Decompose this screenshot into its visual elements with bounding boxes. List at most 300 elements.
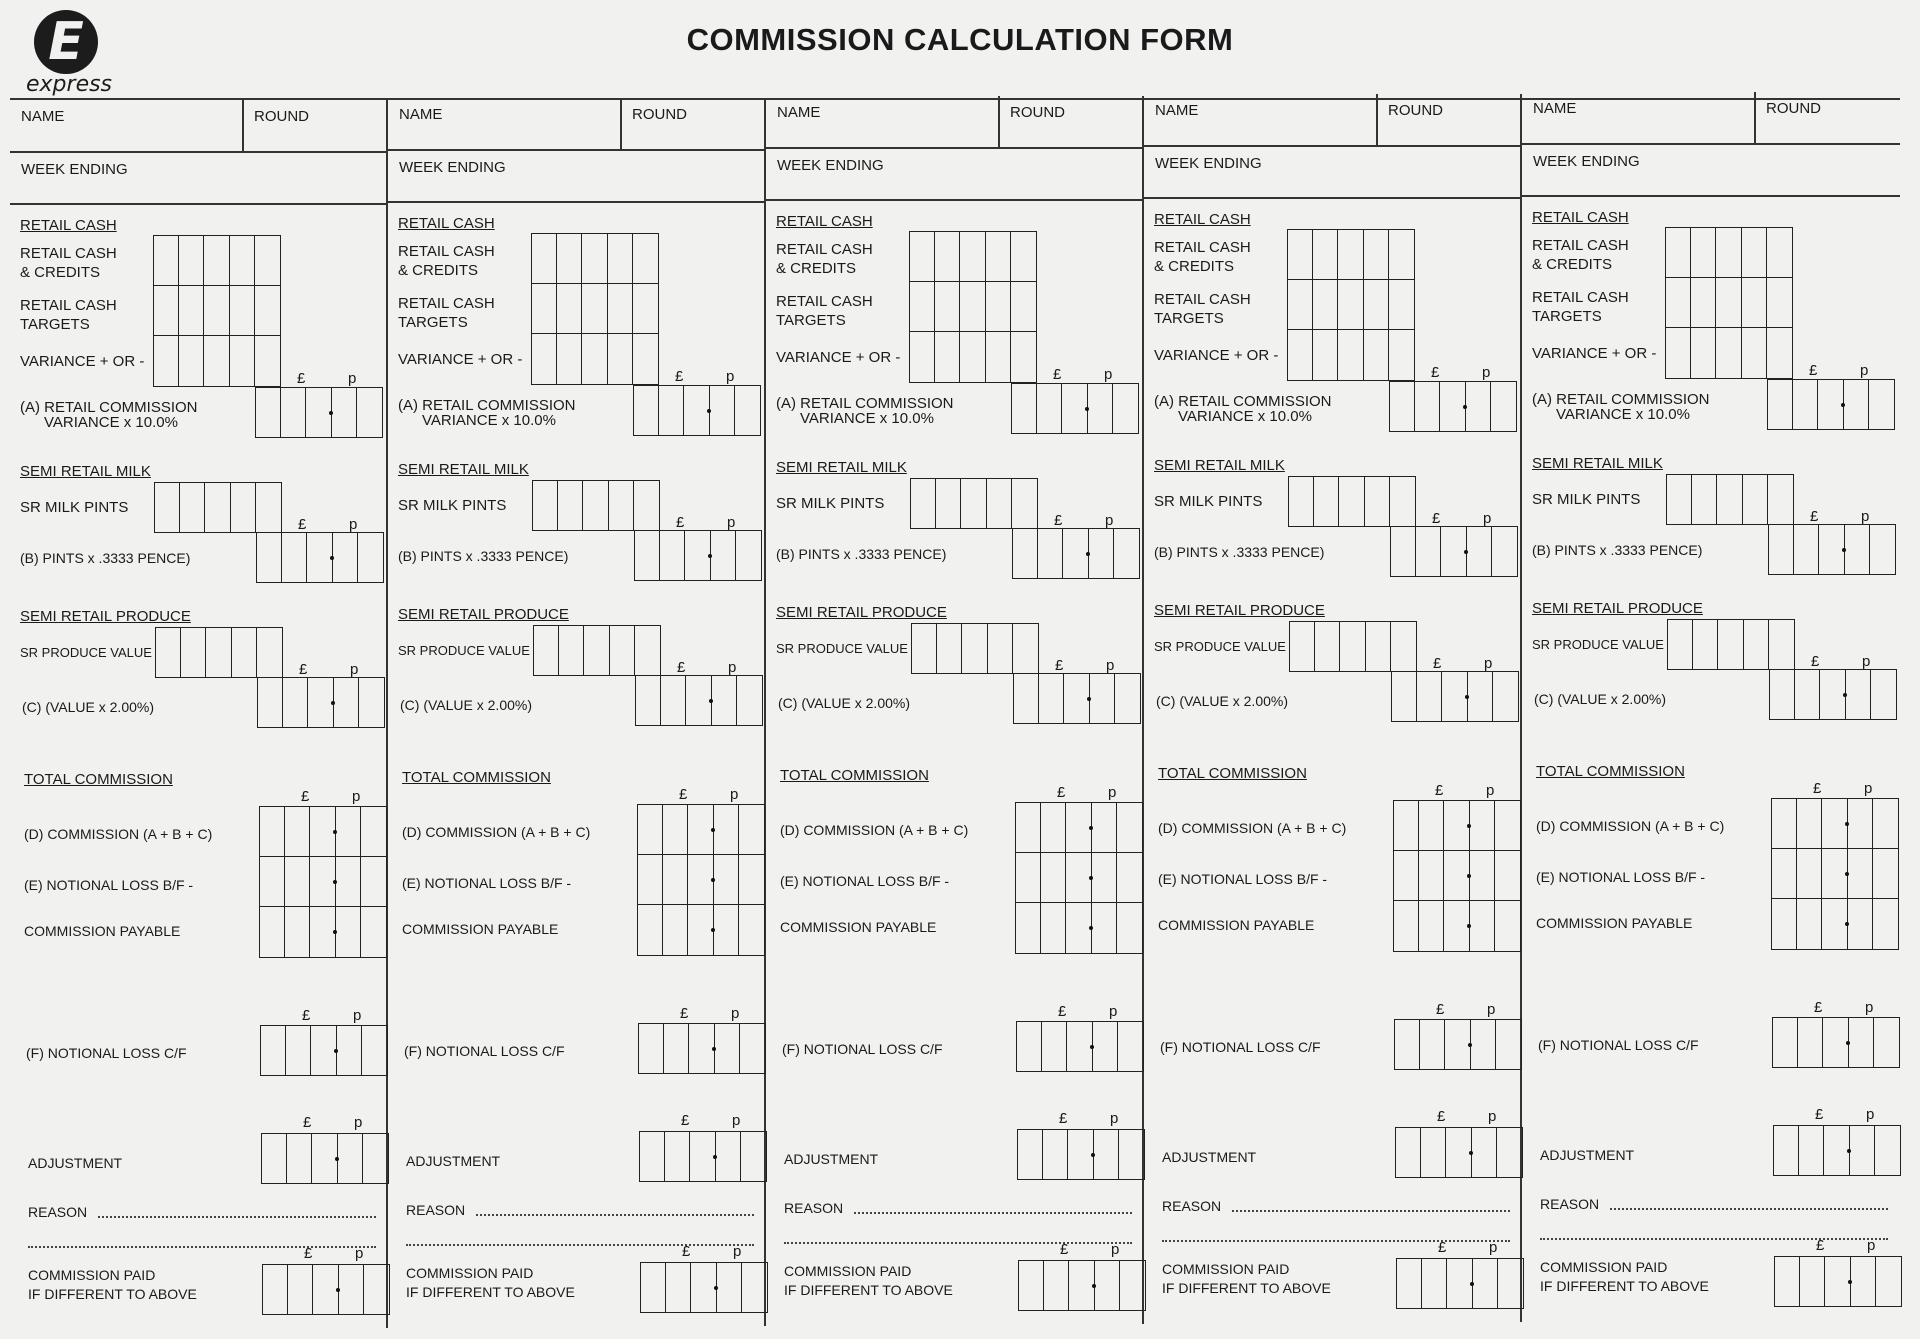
entry-box[interactable] [1846, 670, 1871, 719]
entry-box[interactable] [664, 1024, 689, 1073]
entry-box[interactable] [179, 236, 204, 286]
entry-box[interactable] [659, 386, 684, 435]
entry-box[interactable] [285, 857, 310, 907]
entry-box[interactable] [1016, 803, 1041, 853]
entry-box[interactable] [1011, 282, 1036, 332]
entry-box[interactable] [204, 236, 229, 286]
entry-box[interactable] [1113, 384, 1138, 433]
total-commission-boxes[interactable] [1771, 798, 1899, 950]
entry-box[interactable] [739, 905, 764, 955]
entry-box[interactable] [306, 388, 331, 437]
entry-box[interactable] [583, 481, 608, 530]
entry-box[interactable] [363, 1134, 388, 1183]
sr-milk-pints-boxes[interactable] [154, 482, 282, 533]
entry-box[interactable] [1666, 228, 1691, 278]
sr-produce-value-boxes[interactable] [1667, 619, 1795, 670]
entry-box[interactable] [986, 232, 1011, 282]
entry-box[interactable] [665, 1132, 690, 1181]
entry-box[interactable] [180, 483, 205, 532]
entry-box[interactable] [357, 388, 382, 437]
entry-box[interactable] [1117, 853, 1142, 903]
entry-box[interactable] [1421, 1128, 1446, 1177]
entry-box[interactable] [1117, 903, 1142, 953]
entry-box[interactable] [689, 1024, 714, 1073]
entry-box[interactable] [557, 284, 582, 334]
entry-box[interactable] [1397, 1259, 1422, 1308]
entry-box[interactable] [313, 1265, 338, 1314]
entry-box[interactable] [961, 479, 986, 528]
entry-box[interactable] [332, 388, 357, 437]
entry-box[interactable] [558, 481, 583, 530]
entry-box[interactable] [334, 678, 359, 727]
entry-box[interactable] [1873, 849, 1898, 899]
entry-box[interactable] [1496, 1020, 1521, 1069]
entry-box[interactable] [1041, 803, 1066, 853]
entry-box[interactable] [1798, 1018, 1823, 1067]
entry-box[interactable] [1492, 527, 1517, 576]
entry-box[interactable] [739, 805, 764, 855]
total-commission-boxes[interactable] [637, 804, 765, 956]
entry-box[interactable] [1417, 672, 1442, 721]
entry-box[interactable] [1288, 330, 1313, 380]
entry-box[interactable] [1394, 851, 1419, 901]
entry-box[interactable] [361, 907, 386, 957]
entry-box[interactable] [1062, 384, 1087, 433]
entry-box[interactable] [1016, 903, 1041, 953]
entry-box[interactable] [1288, 230, 1313, 280]
retail-cash-grid[interactable] [1287, 229, 1415, 381]
entry-box[interactable] [634, 386, 659, 435]
entry-box[interactable] [1017, 1022, 1042, 1071]
entry-box[interactable] [691, 1263, 716, 1312]
entry-box[interactable] [1692, 475, 1717, 524]
entry-box[interactable] [610, 626, 635, 675]
entry-box[interactable] [1491, 382, 1516, 431]
entry-box[interactable] [960, 232, 985, 282]
entry-box[interactable] [1396, 1128, 1421, 1177]
entry-box[interactable] [1718, 620, 1743, 669]
entry-box[interactable] [1066, 853, 1091, 903]
total-commission-boxes[interactable] [259, 806, 387, 958]
entry-box[interactable] [359, 678, 384, 727]
entry-box[interactable] [741, 1132, 766, 1181]
c-value-boxes[interactable] [1769, 669, 1897, 720]
entry-box[interactable] [962, 624, 987, 673]
entry-box[interactable] [1011, 232, 1036, 282]
entry-box[interactable] [582, 334, 607, 384]
entry-box[interactable] [1691, 278, 1716, 328]
entry-box[interactable] [1742, 228, 1767, 278]
a-commission-boxes[interactable] [1767, 379, 1895, 430]
commission-paid-boxes[interactable] [1018, 1260, 1146, 1311]
entry-box[interactable] [1039, 674, 1064, 723]
entry-box[interactable] [688, 855, 713, 905]
entry-box[interactable] [1012, 479, 1037, 528]
entry-box[interactable] [986, 332, 1011, 382]
entry-box[interactable] [1818, 380, 1843, 429]
sr-produce-value-boxes[interactable] [533, 625, 661, 676]
entry-box[interactable] [1119, 1130, 1144, 1179]
entry-box[interactable] [910, 282, 935, 332]
entry-box[interactable] [1447, 1259, 1472, 1308]
entry-box[interactable] [533, 481, 558, 530]
entry-box[interactable] [1419, 851, 1444, 901]
b-pints-boxes[interactable] [1012, 528, 1140, 579]
entry-box[interactable] [1395, 1020, 1420, 1069]
reason-line-1[interactable] [854, 1212, 1132, 1214]
entry-box[interactable] [282, 533, 307, 582]
entry-box[interactable] [987, 479, 1012, 528]
entry-box[interactable] [1744, 620, 1769, 669]
entry-box[interactable] [1849, 1018, 1874, 1067]
entry-box[interactable] [1825, 1257, 1850, 1306]
entry-box[interactable] [1090, 674, 1115, 723]
entry-box[interactable] [735, 386, 760, 435]
entry-box[interactable] [937, 624, 962, 673]
entry-box[interactable] [1470, 851, 1495, 901]
entry-box[interactable] [532, 234, 557, 284]
adjustment-boxes[interactable] [1395, 1127, 1523, 1178]
entry-box[interactable] [1120, 1261, 1145, 1310]
commission-paid-boxes[interactable] [640, 1262, 768, 1313]
entry-box[interactable] [1389, 280, 1414, 330]
entry-box[interactable] [910, 232, 935, 282]
entry-box[interactable] [1315, 622, 1340, 671]
entry-box[interactable] [1290, 622, 1315, 671]
entry-box[interactable] [286, 1026, 311, 1075]
entry-box[interactable] [1467, 527, 1492, 576]
entry-box[interactable] [935, 332, 960, 382]
entry-box[interactable] [1869, 380, 1894, 429]
entry-box[interactable] [1800, 1257, 1825, 1306]
entry-box[interactable] [640, 1132, 665, 1181]
entry-box[interactable] [308, 678, 333, 727]
entry-box[interactable] [684, 386, 709, 435]
entry-box[interactable] [1440, 382, 1465, 431]
entry-box[interactable] [1820, 670, 1845, 719]
b-pints-boxes[interactable] [256, 532, 384, 583]
entry-box[interactable] [737, 676, 762, 725]
entry-box[interactable] [1068, 1130, 1093, 1179]
entry-box[interactable] [1338, 330, 1363, 380]
entry-box[interactable] [1041, 853, 1066, 903]
sr-milk-pints-boxes[interactable] [1666, 474, 1794, 525]
sr-produce-value-boxes[interactable] [155, 627, 283, 678]
entry-box[interactable] [312, 1134, 337, 1183]
entry-box[interactable] [690, 1132, 715, 1181]
entry-box[interactable] [736, 531, 761, 580]
entry-box[interactable] [633, 234, 658, 284]
entry-box[interactable] [1716, 328, 1741, 378]
entry-box[interactable] [1288, 280, 1313, 330]
entry-box[interactable] [285, 807, 310, 857]
entry-box[interactable] [1092, 803, 1117, 853]
entry-box[interactable] [635, 626, 660, 675]
entry-box[interactable] [1666, 278, 1691, 328]
entry-box[interactable] [1848, 899, 1873, 949]
entry-box[interactable] [663, 905, 688, 955]
reason-line-2[interactable] [784, 1242, 1132, 1244]
entry-box[interactable] [633, 334, 658, 384]
entry-box[interactable] [635, 531, 660, 580]
entry-box[interactable] [638, 855, 663, 905]
entry-box[interactable] [641, 1263, 666, 1312]
retail-cash-grid[interactable] [153, 235, 281, 387]
entry-box[interactable] [1797, 899, 1822, 949]
sr-milk-pints-boxes[interactable] [532, 480, 660, 531]
entry-box[interactable] [609, 481, 634, 530]
entry-box[interactable] [1415, 382, 1440, 431]
entry-box[interactable] [310, 907, 335, 957]
entry-box[interactable] [1041, 903, 1066, 953]
b-pints-boxes[interactable] [1768, 524, 1896, 575]
entry-box[interactable] [1772, 799, 1797, 849]
entry-box[interactable] [532, 334, 557, 384]
entry-box[interactable] [1793, 380, 1818, 429]
entry-box[interactable] [1390, 477, 1415, 526]
entry-box[interactable] [960, 282, 985, 332]
entry-box[interactable] [1012, 384, 1037, 433]
entry-box[interactable] [257, 628, 282, 677]
entry-box[interactable] [633, 284, 658, 334]
entry-box[interactable] [336, 807, 361, 857]
a-commission-boxes[interactable] [255, 387, 383, 438]
entry-box[interactable] [1419, 901, 1444, 951]
reason-line-1[interactable] [1610, 1208, 1888, 1210]
entry-box[interactable] [634, 481, 659, 530]
entry-box[interactable] [717, 1263, 742, 1312]
entry-box[interactable] [1769, 620, 1794, 669]
entry-box[interactable] [1063, 529, 1088, 578]
entry-box[interactable] [1819, 525, 1844, 574]
entry-box[interactable] [285, 907, 310, 957]
entry-box[interactable] [532, 284, 557, 334]
entry-box[interactable] [608, 284, 633, 334]
entry-box[interactable] [1390, 382, 1415, 431]
entry-box[interactable] [714, 805, 739, 855]
entry-box[interactable] [230, 236, 255, 286]
entry-box[interactable] [1313, 280, 1338, 330]
entry-box[interactable] [1844, 380, 1869, 429]
entry-box[interactable] [1495, 901, 1520, 951]
entry-box[interactable] [986, 282, 1011, 332]
entry-box[interactable] [1473, 1259, 1498, 1308]
entry-box[interactable] [1092, 853, 1117, 903]
entry-box[interactable] [686, 676, 711, 725]
entry-box[interactable] [660, 531, 685, 580]
entry-box[interactable] [1495, 851, 1520, 901]
entry-box[interactable] [1468, 672, 1493, 721]
entry-box[interactable] [1767, 278, 1792, 328]
entry-box[interactable] [1769, 525, 1794, 574]
entry-box[interactable] [1118, 1022, 1143, 1071]
entry-box[interactable] [1364, 280, 1389, 330]
entry-box[interactable] [255, 236, 280, 286]
entry-box[interactable] [230, 286, 255, 336]
entry-box[interactable] [935, 282, 960, 332]
entry-box[interactable] [1772, 849, 1797, 899]
reason-line-2[interactable] [406, 1244, 754, 1246]
entry-box[interactable] [1666, 328, 1691, 378]
entry-box[interactable] [1875, 1126, 1900, 1175]
entry-box[interactable] [260, 807, 285, 857]
entry-box[interactable] [288, 1265, 313, 1314]
entry-box[interactable] [1042, 1022, 1067, 1071]
entry-box[interactable] [1088, 384, 1113, 433]
f-notional-loss-boxes[interactable] [260, 1025, 388, 1076]
reason-line-2[interactable] [28, 1246, 376, 1248]
entry-box[interactable] [1037, 384, 1062, 433]
entry-box[interactable] [739, 855, 764, 905]
entry-box[interactable] [232, 628, 257, 677]
entry-box[interactable] [255, 286, 280, 336]
entry-box[interactable] [1066, 903, 1091, 953]
entry-box[interactable] [666, 1263, 691, 1312]
entry-box[interactable] [179, 336, 204, 386]
entry-box[interactable] [155, 483, 180, 532]
entry-box[interactable] [1822, 899, 1847, 949]
entry-box[interactable] [1495, 801, 1520, 851]
entry-box[interactable] [1419, 801, 1444, 851]
entry-box[interactable] [1768, 380, 1793, 429]
entry-box[interactable] [740, 1024, 765, 1073]
entry-box[interactable] [1693, 620, 1718, 669]
entry-box[interactable] [608, 334, 633, 384]
c-value-boxes[interactable] [635, 675, 763, 726]
entry-box[interactable] [1445, 1020, 1470, 1069]
commission-paid-boxes[interactable] [1774, 1256, 1902, 1307]
entry-box[interactable] [1389, 230, 1414, 280]
entry-box[interactable] [1497, 1128, 1522, 1177]
entry-box[interactable] [1767, 228, 1792, 278]
entry-box[interactable] [1797, 799, 1822, 849]
entry-box[interactable] [263, 1265, 288, 1314]
entry-box[interactable] [582, 234, 607, 284]
entry-box[interactable] [960, 332, 985, 382]
entry-box[interactable] [1797, 849, 1822, 899]
b-pints-boxes[interactable] [1390, 526, 1518, 577]
b-pints-boxes[interactable] [634, 530, 762, 581]
adjustment-boxes[interactable] [639, 1131, 767, 1182]
entry-box[interactable] [1845, 525, 1870, 574]
entry-box[interactable] [362, 1026, 387, 1075]
entry-box[interactable] [1848, 799, 1873, 849]
entry-box[interactable] [1013, 624, 1038, 673]
entry-box[interactable] [557, 334, 582, 384]
entry-box[interactable] [257, 533, 282, 582]
entry-box[interactable] [1444, 801, 1469, 851]
adjustment-boxes[interactable] [1017, 1129, 1145, 1180]
entry-box[interactable] [262, 1134, 287, 1183]
entry-box[interactable] [1011, 332, 1036, 382]
entry-box[interactable] [716, 1132, 741, 1181]
entry-box[interactable] [688, 905, 713, 955]
entry-box[interactable] [1392, 672, 1417, 721]
entry-box[interactable] [230, 336, 255, 386]
entry-box[interactable] [231, 483, 256, 532]
entry-box[interactable] [1442, 672, 1467, 721]
total-commission-boxes[interactable] [1393, 800, 1521, 952]
entry-box[interactable] [1668, 620, 1693, 669]
entry-box[interactable] [1716, 278, 1741, 328]
entry-box[interactable] [1444, 901, 1469, 951]
entry-box[interactable] [1014, 674, 1039, 723]
entry-box[interactable] [910, 332, 935, 382]
entry-box[interactable] [582, 284, 607, 334]
entry-box[interactable] [1667, 475, 1692, 524]
entry-box[interactable] [1416, 527, 1441, 576]
entry-box[interactable] [310, 857, 335, 907]
entry-box[interactable] [638, 805, 663, 855]
entry-box[interactable] [1691, 328, 1716, 378]
entry-box[interactable] [1394, 901, 1419, 951]
entry-box[interactable] [1364, 330, 1389, 380]
c-value-boxes[interactable] [1013, 673, 1141, 724]
entry-box[interactable] [1848, 849, 1873, 899]
entry-box[interactable] [557, 234, 582, 284]
entry-box[interactable] [1743, 475, 1768, 524]
entry-box[interactable] [1339, 477, 1364, 526]
entry-box[interactable] [1092, 903, 1117, 953]
entry-box[interactable] [287, 1134, 312, 1183]
entry-box[interactable] [260, 857, 285, 907]
f-notional-loss-boxes[interactable] [1016, 1021, 1144, 1072]
entry-box[interactable] [1364, 230, 1389, 280]
entry-box[interactable] [1093, 1022, 1118, 1071]
entry-box[interactable] [1770, 670, 1795, 719]
entry-box[interactable] [1313, 330, 1338, 380]
entry-box[interactable] [1043, 1130, 1068, 1179]
a-commission-boxes[interactable] [1011, 383, 1139, 434]
entry-box[interactable] [1773, 1018, 1798, 1067]
entry-box[interactable] [1094, 1130, 1119, 1179]
entry-box[interactable] [1742, 328, 1767, 378]
entry-box[interactable] [1822, 799, 1847, 849]
entry-box[interactable] [154, 286, 179, 336]
entry-box[interactable] [711, 531, 736, 580]
commission-paid-boxes[interactable] [1396, 1258, 1524, 1309]
entry-box[interactable] [1794, 525, 1819, 574]
entry-box[interactable] [307, 533, 332, 582]
entry-box[interactable] [1420, 1020, 1445, 1069]
entry-box[interactable] [1095, 1261, 1120, 1310]
entry-box[interactable] [1795, 670, 1820, 719]
entry-box[interactable] [1365, 477, 1390, 526]
entry-box[interactable] [685, 531, 710, 580]
f-notional-loss-boxes[interactable] [1394, 1019, 1522, 1070]
entry-box[interactable] [361, 807, 386, 857]
sr-produce-value-boxes[interactable] [1289, 621, 1417, 672]
entry-box[interactable] [1823, 1018, 1848, 1067]
entry-box[interactable] [1067, 1022, 1092, 1071]
entry-box[interactable] [715, 1024, 740, 1073]
entry-box[interactable] [336, 907, 361, 957]
entry-box[interactable] [1115, 674, 1140, 723]
sr-milk-pints-boxes[interactable] [910, 478, 1038, 529]
f-notional-loss-boxes[interactable] [638, 1023, 766, 1074]
entry-box[interactable] [638, 905, 663, 955]
retail-cash-grid[interactable] [1665, 227, 1793, 379]
sr-produce-value-boxes[interactable] [911, 623, 1039, 674]
entry-box[interactable] [361, 857, 386, 907]
entry-box[interactable] [1466, 382, 1491, 431]
reason-line-1[interactable] [476, 1214, 754, 1216]
entry-box[interactable] [710, 386, 735, 435]
entry-box[interactable] [1493, 672, 1518, 721]
entry-box[interactable] [1471, 1020, 1496, 1069]
entry-box[interactable] [181, 628, 206, 677]
entry-box[interactable] [1768, 475, 1793, 524]
